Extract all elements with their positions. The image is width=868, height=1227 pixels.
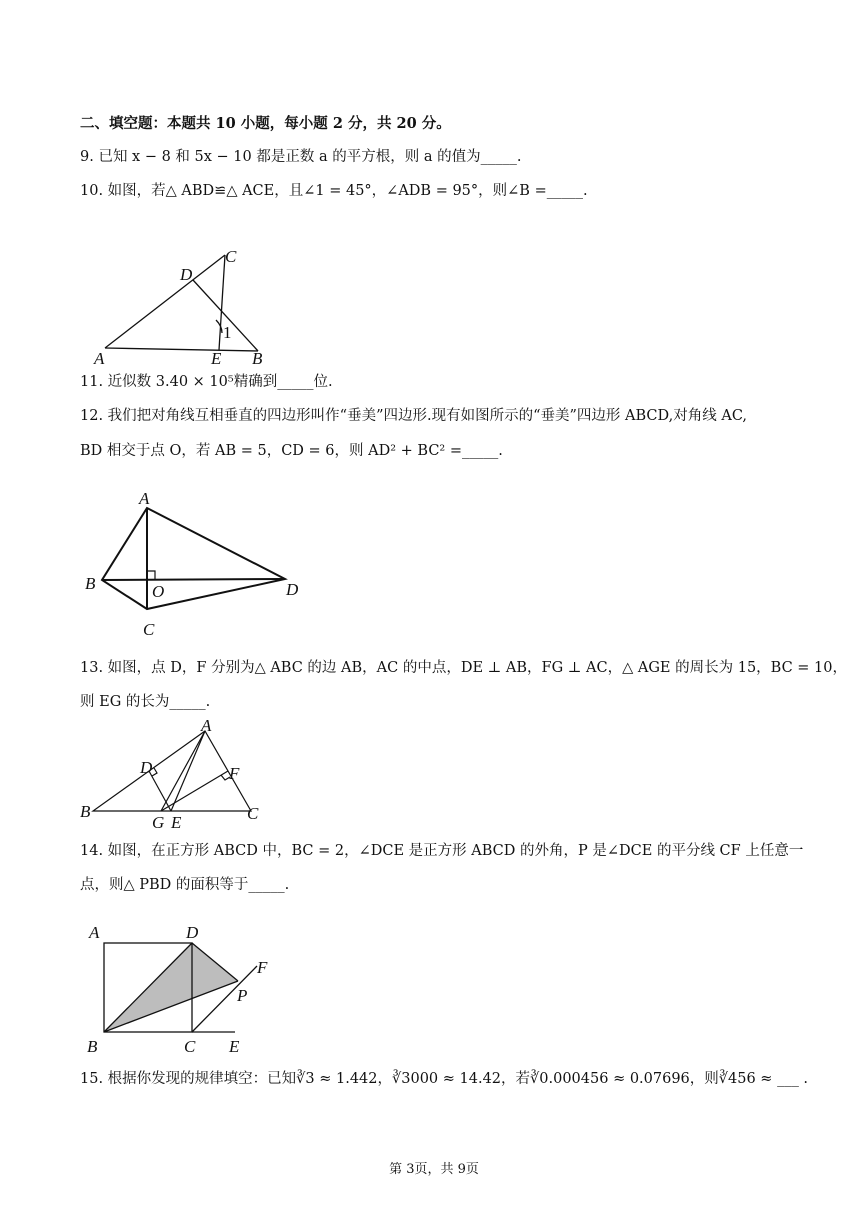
figure-q12 [80, 487, 305, 642]
label-a: A [201, 718, 212, 735]
question-10: 10. 如图，若△ ABD≌△ ACE，且∠1 = 45°，∠ADB = 95°，则∠B =_____. [80, 183, 588, 199]
page-footer: 第 3页，共 9页 [389, 1162, 479, 1177]
label-d: D [180, 265, 193, 284]
section-heading: 二、填空题：本题共 10 小题，每小题 2 分，共 20 分。 [80, 115, 451, 132]
label-c: C [184, 1037, 196, 1056]
label-o: O [152, 582, 165, 601]
label-d: D [140, 758, 153, 777]
question-11: 11. 近似数 3.40 × 10⁵精确到_____位. [80, 374, 333, 390]
question-14-line1: 14. 如图，在正方形 ABCD 中，BC = 2，∠DCE 是正方形 ABCD 的外角，P 是∠DCE 的平分线 CF 上任意一 [80, 843, 804, 859]
label-e: E [211, 349, 222, 368]
question-13-line2: 则 EG 的长为_____. [80, 694, 211, 710]
label-d: D [186, 923, 199, 942]
label-angle-1: 1 [223, 323, 232, 342]
label-c: C [225, 247, 237, 266]
label-b: B [87, 1037, 98, 1056]
segment-ag [161, 731, 205, 811]
question-12-line1: 12. 我们把对角线互相垂直的四边形叫作“垂美”四边形.现有如图所示的“垂美”四边形 ABCD,对角线 AC, [80, 408, 748, 424]
figure-q13 [78, 718, 268, 833]
label-e: E [229, 1037, 240, 1056]
segment-ab [105, 348, 258, 351]
segment-de [149, 771, 171, 811]
diagonal-bd [102, 579, 285, 580]
label-d: D [286, 580, 299, 599]
right-angle-mark [147, 571, 155, 579]
label-a: A [89, 923, 100, 942]
label-f: F [257, 958, 268, 977]
question-14-line2: 点，则△ PBD 的面积等于_____. [80, 877, 290, 893]
figure-q14 [85, 918, 285, 1058]
quadrilateral-abcd [102, 508, 285, 609]
question-12-line2: BD 相交于点 O，若 AB = 5，CD = 6，则 AD² + BC² =_____. [80, 443, 503, 459]
label-b: B [80, 802, 91, 821]
label-a: A [139, 489, 150, 508]
label-c: C [143, 620, 155, 639]
question-15: 15. 根据你发现的规律填空：已知∛3 ≈ 1.442，∛3000 ≈ 14.42，若∛0.000456 ≈ 0.07696，则∛456 ≈ ___ . [80, 1071, 809, 1087]
figure-q10 [88, 238, 278, 368]
question-9: 9. 已知 x − 8 和 5x − 10 都是正数 a 的平方根，则 a 的值为_____. [80, 149, 522, 165]
question-13-line1: 13. 如图，点 D，F 分别为△ ABC 的边 AB，AC 的中点，DE ⊥ AB，FG ⊥ AC，△ AGE 的周长为 15，BC = 10， [80, 660, 848, 676]
segment-fg [161, 771, 228, 811]
label-f: F [229, 764, 240, 783]
label-b: B [85, 574, 96, 593]
right-angle-d [152, 768, 157, 776]
shaded-triangle-pbd [104, 943, 238, 1032]
segment-ac [105, 255, 225, 348]
label-a: A [94, 349, 105, 368]
label-b: B [252, 349, 263, 368]
label-c: C [247, 804, 259, 823]
label-g: G [152, 813, 165, 832]
label-e: E [171, 813, 182, 832]
label-p: P [237, 986, 248, 1005]
